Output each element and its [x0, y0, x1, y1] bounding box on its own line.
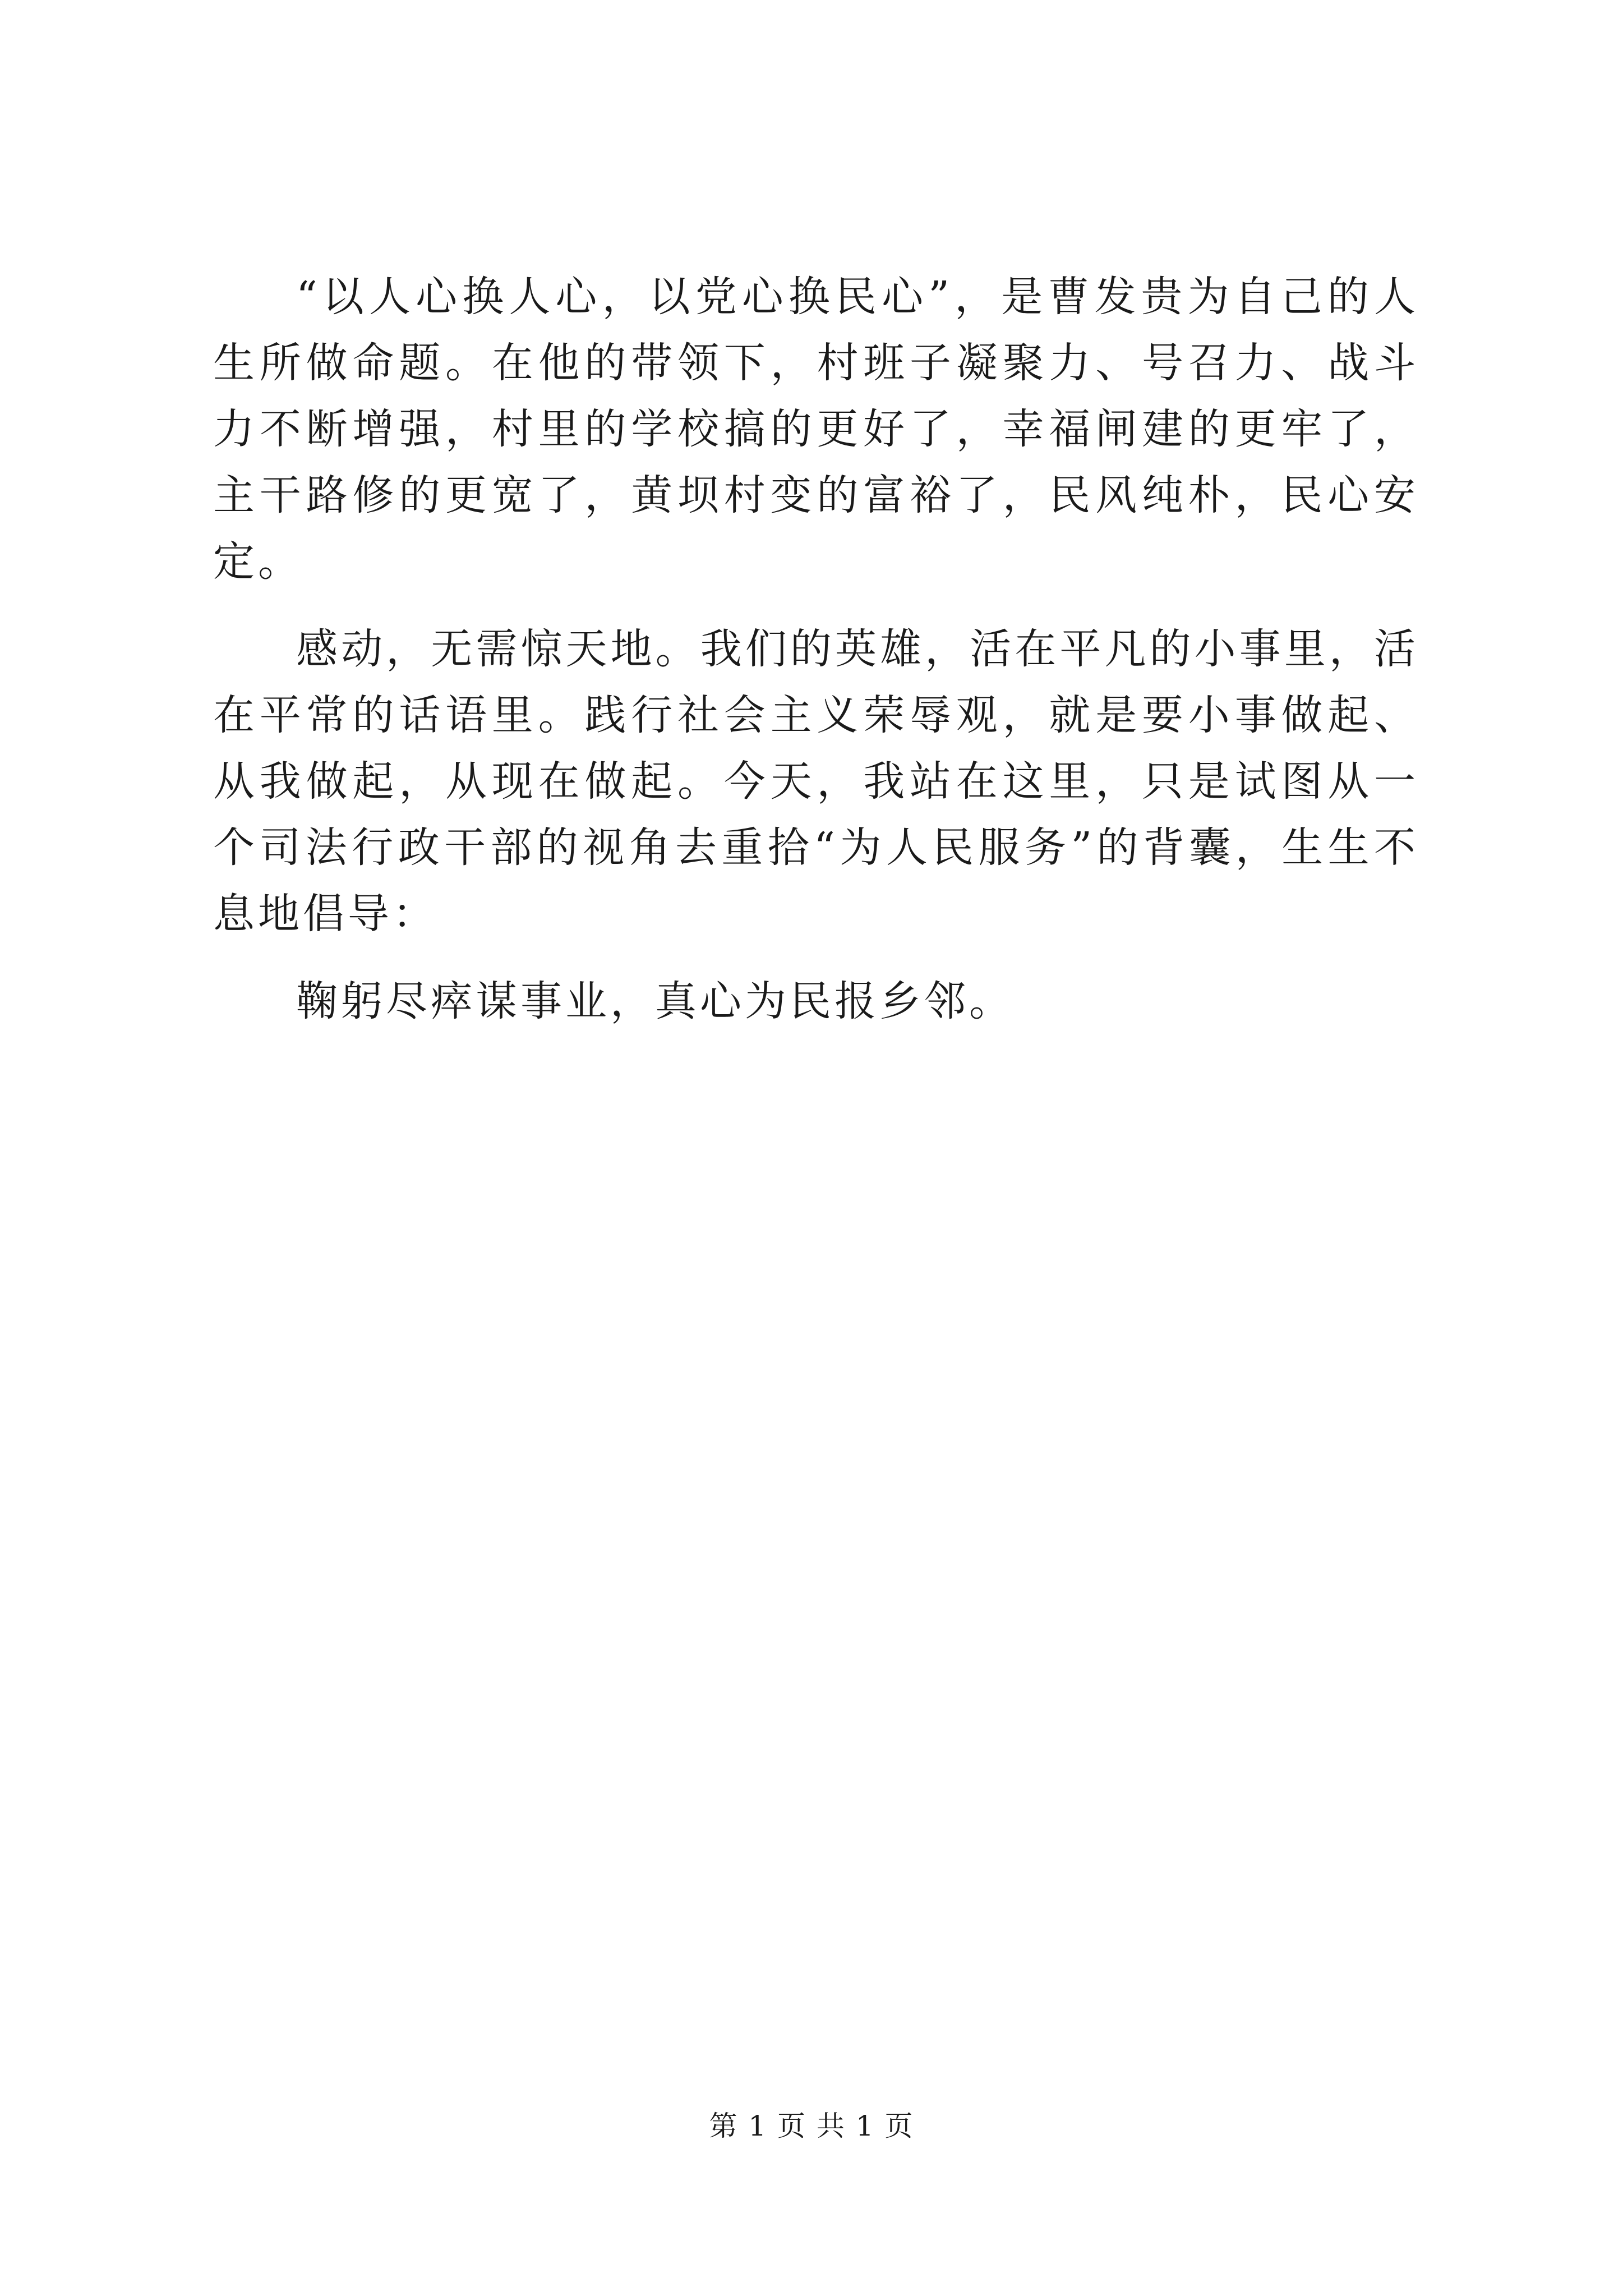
paragraph-2: 感动，无需惊天地。我们的英雄，活在平凡的小事里，活在平常的话语里。践行社会主义荣辱观，就是要小事做起、从我做起，从现在做起。今天，我站在这里，只是试图从一个司法行政干部的视角去重拾“为人民服务”的背囊，生生不息地倡导： [213, 625, 1419, 938]
page-number-footer: 第 1 页 共 1 页 [709, 2110, 914, 2142]
document-body [213, 264, 1419, 1034]
paragraph-1: “以人心换人心，以党心换民心”，是曹发贵为自己的人生所做命题。在他的带领下，村班子凝聚力、号召力、战斗力不断增强，村里的学校搞的更好了，幸福闸建的更牢了，主干路修的更宽了，黄坝村变的富裕了，民风纯朴，民心安定。 [213, 273, 1419, 586]
paragraph-3: 鞠躬尽瘁谋事业，真心为民报乡邻。 [296, 977, 1014, 1025]
